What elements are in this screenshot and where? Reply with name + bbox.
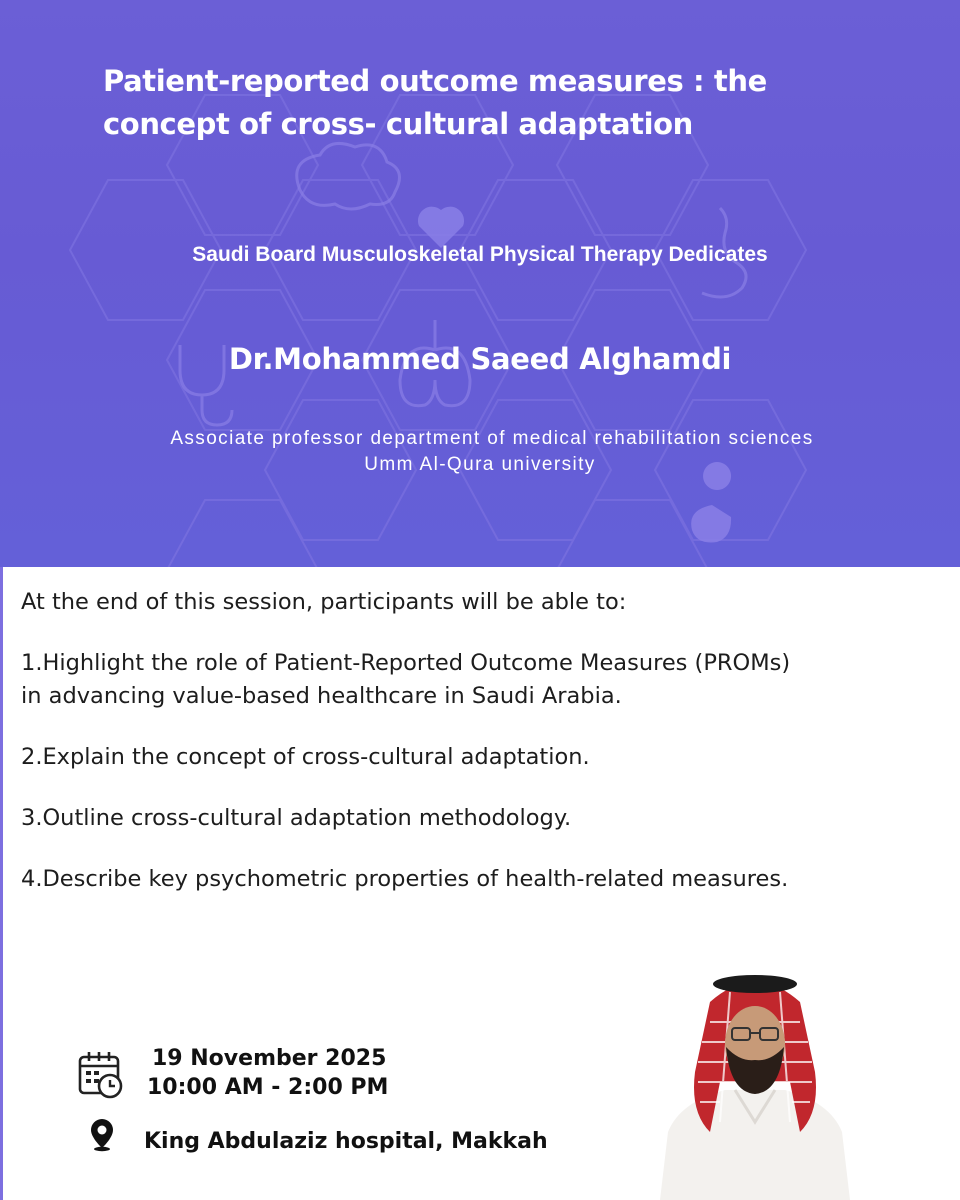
heart-icon [418, 207, 464, 248]
speaker-university: Umm Al-Qura university [364, 454, 596, 475]
objectives-intro: At the end of this session, participants will be able to: [21, 589, 627, 615]
calendar-clock-icon [78, 1050, 124, 1100]
event-date: 19 November 2025 [152, 1046, 387, 1071]
map-pin-icon [89, 1118, 115, 1152]
objective-item [21, 647, 951, 713]
speaker-name: Dr.Mohammed Saeed Alghamdi [228, 342, 732, 376]
header-banner [0, 0, 960, 567]
objective-item: 4.Describe key psychometric properties of health-related measures. [21, 866, 789, 892]
title-line-2: concept of cross- cultural adaptation [103, 107, 693, 141]
accent-rule [0, 567, 3, 1200]
title-line-1: Patient-reported outcome measures : the [103, 64, 767, 98]
objective-item: 3.Outline cross-cultural adaptation methodology. [21, 805, 572, 831]
learning-objectives [21, 586, 951, 924]
objective-item: 2.Explain the concept of cross-cultural adaptation. [21, 744, 590, 770]
objective-1-line-1: 1.Highlight the role of Patient-Reported Outcome Measures (PROMs) [21, 650, 791, 676]
objective-1-line-2: in advancing value-based healthcare in Saudi Arabia. [21, 683, 622, 709]
event-title [103, 60, 863, 146]
speaker-position: Associate professor department of medical rehabilitation sciences [170, 428, 814, 449]
organizer-subtitle: Saudi Board Musculoskeletal Physical Therapy Dedicates [192, 243, 768, 266]
hexagon-grid [70, 95, 806, 567]
event-location: King Abdulaziz hospital, Makkah [144, 1129, 548, 1154]
speaker-photo [650, 962, 860, 1200]
event-time: 10:00 AM - 2:00 PM [147, 1075, 389, 1100]
